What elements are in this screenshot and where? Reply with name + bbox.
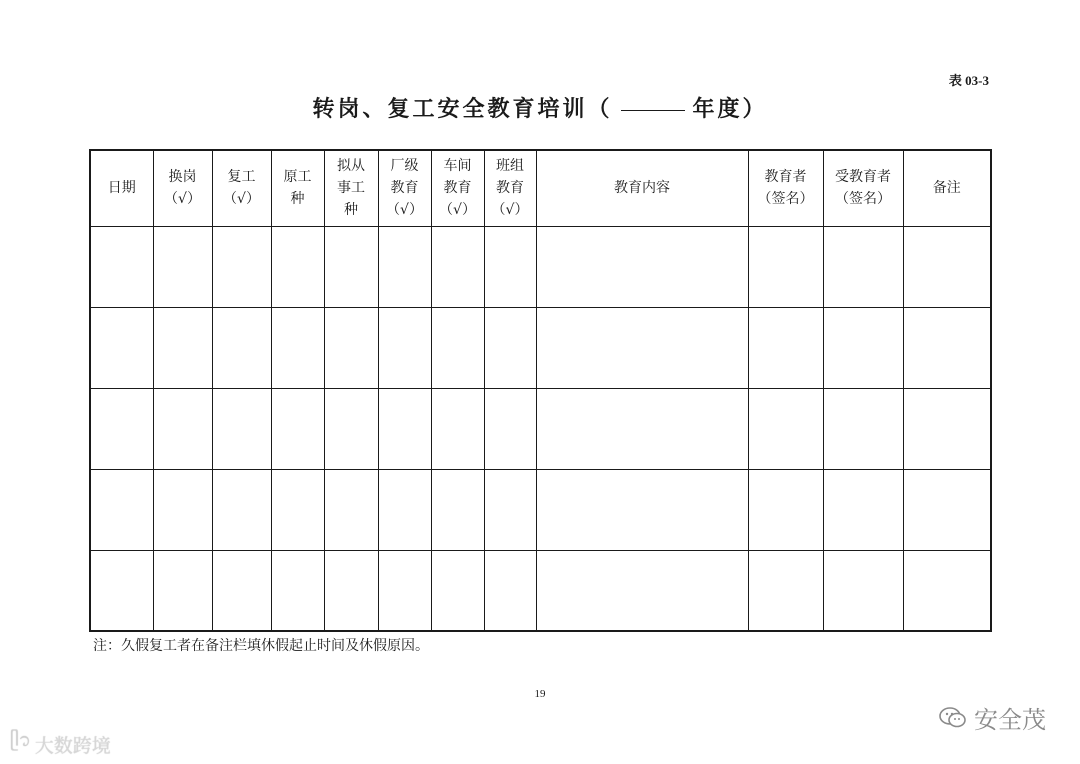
cell-educator[interactable] [748, 550, 823, 631]
cell-transfer[interactable] [153, 226, 212, 307]
cell-new-trade[interactable] [324, 469, 378, 550]
cell-content[interactable] [536, 307, 748, 388]
column-header-line: 拟从 [337, 158, 365, 175]
cell-content[interactable] [536, 550, 748, 631]
cell-resume[interactable] [212, 226, 271, 307]
cell-date[interactable] [90, 550, 153, 631]
cell-date[interactable] [90, 469, 153, 550]
footnote: 注：久假复工者在备注栏填休假起止时间及休假原因。 [93, 638, 429, 654]
watermark-right-text: 安全茂 [974, 706, 1046, 734]
cell-workshop-edu[interactable] [431, 550, 484, 631]
watermark-left-text: 大数跨境 [34, 734, 111, 757]
cell-orig-trade[interactable] [271, 550, 324, 631]
column-header-workshop-edu [431, 150, 484, 226]
training-record-table [89, 149, 992, 632]
cell-date[interactable] [90, 307, 153, 388]
column-header-transfer [153, 150, 212, 226]
cell-transfer[interactable] [153, 469, 212, 550]
column-header-line: 教育 [390, 180, 419, 197]
column-header-line: 复工 [227, 169, 256, 186]
cell-new-trade[interactable] [324, 550, 378, 631]
cell-team-edu[interactable] [484, 307, 536, 388]
cell-trainee[interactable] [823, 550, 903, 631]
page-title [0, 92, 1080, 123]
column-header-remarks [903, 150, 991, 226]
cell-date[interactable] [90, 226, 153, 307]
column-header-line: （√） [164, 191, 201, 208]
cell-educator[interactable] [748, 469, 823, 550]
cell-transfer[interactable] [153, 388, 212, 469]
cell-orig-trade[interactable] [271, 469, 324, 550]
column-header-line: 教育者 [764, 169, 807, 186]
cell-trainee[interactable] [823, 307, 903, 388]
column-header-orig-trade [271, 150, 324, 226]
cell-resume[interactable] [212, 388, 271, 469]
table-row [90, 388, 991, 469]
column-header-line: 换岗 [168, 169, 197, 186]
column-header-line: （签名） [835, 191, 891, 208]
cell-resume[interactable] [212, 307, 271, 388]
cell-remarks[interactable] [903, 469, 991, 550]
column-header-line: 车间 [443, 158, 472, 175]
form-code: 表 03-3 [948, 73, 989, 88]
cell-workshop-edu[interactable] [431, 469, 484, 550]
cell-content[interactable] [536, 388, 748, 469]
cell-content[interactable] [536, 469, 748, 550]
column-header-content [536, 150, 748, 226]
column-header-line: 受教育者 [835, 169, 891, 186]
table-row [90, 307, 991, 388]
watermark-right [938, 700, 1046, 735]
table-body [90, 226, 991, 631]
column-header-line: 班组 [496, 158, 524, 175]
cell-workshop-edu[interactable] [431, 226, 484, 307]
cell-transfer[interactable] [153, 307, 212, 388]
watermark-left [10, 728, 111, 760]
column-header-line: 厂级 [390, 158, 419, 175]
cell-factory-edu[interactable] [378, 388, 431, 469]
column-header-line: 种 [290, 191, 305, 208]
column-header-line: 教育内容 [614, 180, 670, 197]
column-header-resume [212, 150, 271, 226]
column-header-factory-edu [378, 150, 431, 226]
column-header-date [90, 150, 153, 226]
column-header-line: （签名） [757, 191, 814, 208]
column-header-line: （√） [223, 191, 260, 208]
column-header-line: 种 [344, 202, 358, 219]
column-header-line: 日期 [107, 180, 136, 197]
column-header-trainee [823, 150, 903, 226]
column-header-line: 教育 [443, 180, 472, 197]
cell-orig-trade[interactable] [271, 226, 324, 307]
wechat-icon [938, 705, 968, 731]
column-header-line: （√） [491, 202, 529, 219]
cell-trainee[interactable] [823, 469, 903, 550]
cell-remarks[interactable] [903, 226, 991, 307]
cell-orig-trade[interactable] [271, 388, 324, 469]
column-header-educator [748, 150, 823, 226]
cell-content[interactable] [536, 226, 748, 307]
year-blank-field[interactable] [621, 109, 685, 111]
title-prefix: 转岗、复工安全教育培训（ [312, 96, 613, 122]
cell-new-trade[interactable] [324, 307, 378, 388]
cell-factory-edu[interactable] [378, 307, 431, 388]
cell-remarks[interactable] [903, 307, 991, 388]
column-header-team-edu [484, 150, 536, 226]
cell-factory-edu[interactable] [378, 550, 431, 631]
column-header-new-trade [324, 150, 378, 226]
cell-workshop-edu[interactable] [431, 388, 484, 469]
cell-transfer[interactable] [153, 550, 212, 631]
column-header-line: 备注 [932, 180, 961, 197]
page-number: 19 [534, 688, 546, 700]
cell-new-trade[interactable] [324, 388, 378, 469]
column-header-line: 教育 [496, 180, 524, 197]
column-header-line: （√） [439, 202, 476, 219]
cell-new-trade[interactable] [324, 226, 378, 307]
cell-remarks[interactable] [903, 388, 991, 469]
column-header-line: 原工 [283, 169, 312, 186]
cell-orig-trade[interactable] [271, 307, 324, 388]
header-row [90, 150, 991, 226]
title-suffix: 年度） [692, 96, 768, 122]
cell-team-edu[interactable] [484, 550, 536, 631]
cell-factory-edu[interactable] [378, 226, 431, 307]
cell-workshop-edu[interactable] [431, 307, 484, 388]
cell-educator[interactable] [748, 388, 823, 469]
cell-educator[interactable] [748, 226, 823, 307]
cell-trainee[interactable] [823, 388, 903, 469]
table-row [90, 469, 991, 550]
cell-remarks[interactable] [903, 550, 991, 631]
cell-resume[interactable] [212, 550, 271, 631]
cell-team-edu[interactable] [484, 469, 536, 550]
cell-factory-edu[interactable] [378, 469, 431, 550]
cell-team-edu[interactable] [484, 388, 536, 469]
column-header-line: （√） [386, 202, 423, 219]
cell-resume[interactable] [212, 469, 271, 550]
cell-trainee[interactable] [823, 226, 903, 307]
table-row [90, 550, 991, 631]
cell-date[interactable] [90, 388, 153, 469]
cell-educator[interactable] [748, 307, 823, 388]
brand-logo-icon: ᥫ᭡ [10, 730, 31, 751]
column-header-line: 事工 [337, 180, 365, 197]
table-row [90, 226, 991, 307]
cell-team-edu[interactable] [484, 226, 536, 307]
